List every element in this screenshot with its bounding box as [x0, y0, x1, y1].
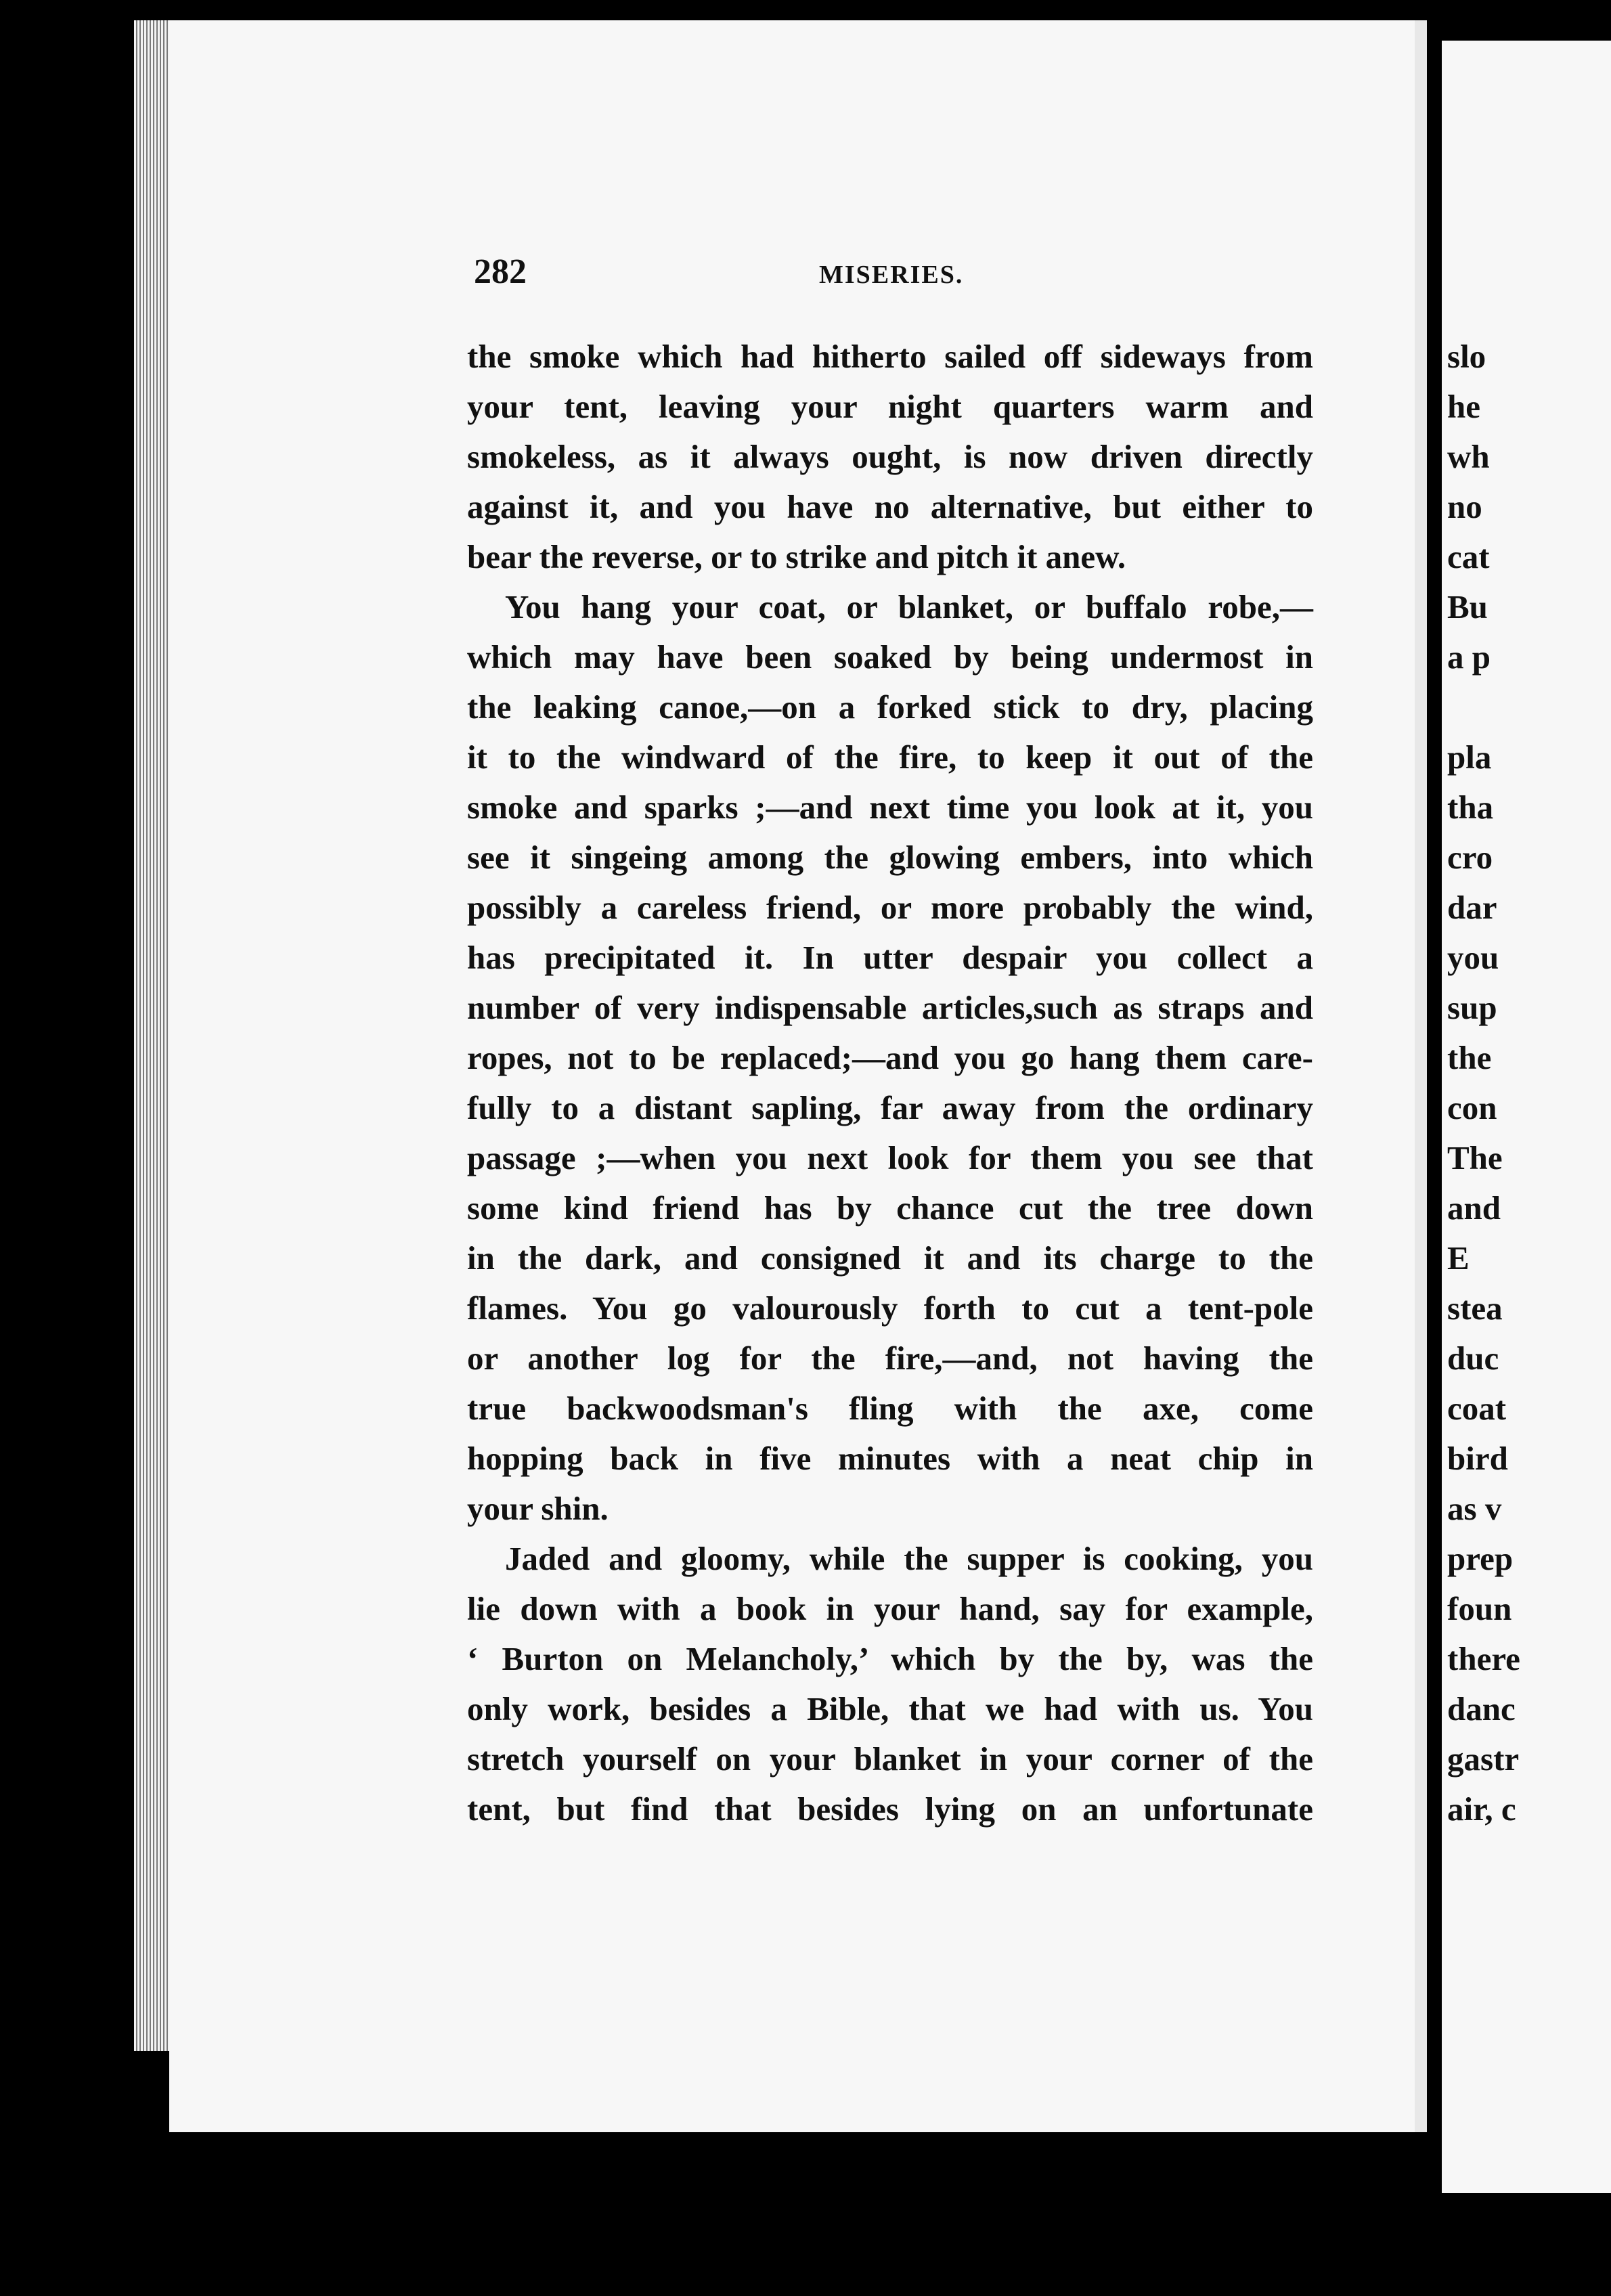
text-line: it to the windward of the fire, to keep it out of the [467, 738, 1313, 776]
page-header [474, 252, 1320, 299]
fragment-line: E [1447, 1239, 1470, 1277]
fragment-line: coat [1447, 1390, 1507, 1427]
text-line: Jaded and gloomy, while the supper is cooking, you [505, 1540, 1313, 1577]
fragment-line: con [1447, 1089, 1497, 1126]
fragment-line: stea [1447, 1289, 1503, 1327]
text-line: ‘ Burton on Melancholy,’ which by the by, was the [467, 1640, 1313, 1677]
fragment-line: as v [1447, 1490, 1502, 1527]
text-line: which may have been soaked by being undermost in [467, 638, 1313, 676]
text-line: lie down with a book in your hand, say for example, [467, 1590, 1313, 1627]
text-line: your shin. [467, 1490, 609, 1527]
fragment-line: cat [1447, 538, 1490, 575]
text-line: or another log for the fire,—and, not having the [467, 1340, 1313, 1377]
fragment-line: a p [1447, 638, 1491, 676]
fragment-line: gastr [1447, 1740, 1520, 1778]
text-line: has precipitated it. In utter despair you collect a [467, 939, 1313, 976]
text-line: fully to a distant sapling, far away from the ordinary [467, 1089, 1313, 1126]
text-line: smokeless, as it always ought, is now driven directly [467, 438, 1313, 475]
text-line: see it singeing among the glowing embers, into which [467, 839, 1313, 876]
fragment-line: tha [1447, 789, 1494, 826]
text-line: flames. You go valourously forth to cut a tent-pole [467, 1289, 1313, 1327]
text-line: against it, and you have no alternative, but either to [467, 488, 1313, 525]
fragment-line: wh [1447, 438, 1490, 475]
fragment-line: pla [1447, 738, 1492, 776]
text-line: the leaking canoe,—on a forked stick to dry, placing [467, 688, 1313, 726]
fragment-line: Bu [1447, 588, 1488, 625]
text-line: passage ;—when you next look for them you see that [467, 1139, 1313, 1176]
fragment-line: prep [1447, 1540, 1514, 1577]
fragment-line: air, c [1447, 1790, 1516, 1828]
fragment-line: no [1447, 488, 1482, 525]
text-line: true backwoodsman's fling with the axe, come [467, 1390, 1313, 1427]
fragment-line: he [1447, 388, 1480, 425]
text-line: smoke and sparks ;—and next time you look at it, you [467, 789, 1313, 826]
fragment-line: there [1447, 1640, 1520, 1677]
fragment-line: foun [1447, 1590, 1512, 1627]
fragment-line: slo [1447, 338, 1486, 375]
text-line: the smoke which had hitherto sailed off sideways from [467, 338, 1313, 375]
text-line: in the dark, and consigned it and its charge to the [467, 1239, 1313, 1277]
text-line: your tent, leaving your night quarters warm and [467, 388, 1313, 425]
text-line: stretch yourself on your blanket in your corner of the [467, 1740, 1313, 1778]
fragment-line: danc [1447, 1690, 1516, 1727]
text-line: ropes, not to be replaced;—and you go hang them care- [467, 1039, 1313, 1076]
fragment-line: cro [1447, 839, 1493, 876]
fragment-line: The [1447, 1139, 1503, 1176]
page-number: 282 [474, 252, 527, 291]
text-line: only work, besides a Bible, that we had with us. You [467, 1690, 1313, 1727]
text-line: You hang your coat, or blanket, or buffalo robe,— [505, 588, 1313, 625]
text-line: some kind friend has by chance cut the tree down [467, 1189, 1313, 1227]
text-line: tent, but find that besides lying on an unfortunate [467, 1790, 1313, 1828]
fragment-line: sup [1447, 989, 1497, 1026]
text-line: hopping back in five minutes with a neat chip in [467, 1440, 1313, 1477]
text-line: number of very indispensable articles,such as straps and [467, 989, 1313, 1026]
fragment-line: you [1447, 939, 1499, 976]
page-edges [134, 20, 175, 2051]
running-title: MISERIES. [819, 261, 964, 289]
text-line: bear the reverse, or to strike and pitch it anew. [467, 538, 1126, 575]
fragment-line: and [1447, 1189, 1501, 1227]
book-gutter [1427, 41, 1442, 2132]
fragment-line: the [1447, 1039, 1492, 1076]
text-line: possibly a careless friend, or more probably the wind, [467, 889, 1313, 926]
fragment-line: bird [1447, 1440, 1508, 1477]
fragment-line: duc [1447, 1340, 1499, 1377]
fragment-line: dar [1447, 889, 1497, 926]
